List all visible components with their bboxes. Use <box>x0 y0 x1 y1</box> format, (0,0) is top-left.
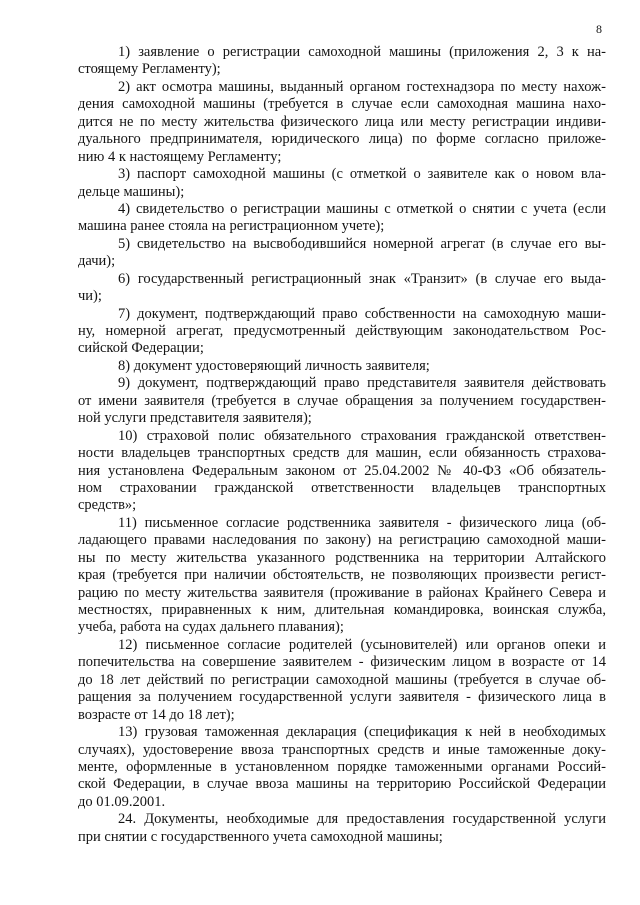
text-line: средств»; <box>78 497 137 514</box>
list-item <box>78 166 606 201</box>
list-item <box>78 515 606 637</box>
text-line: учеба, работа на судах дальнего плавания); <box>78 619 344 636</box>
text-line: 8) документ удостоверяющий личность заявителя; <box>118 357 430 374</box>
list-item <box>78 637 606 724</box>
text-line: рацию по месту жительства заявителя (проживание в районах Крайнего Севера и <box>78 584 606 601</box>
text-line: ния установлена Федеральным законом от 25.04.2002 № 40-ФЗ «Об обязатель- <box>78 462 606 479</box>
text-line: попечительства на совершение заявителем - физическим лицом в возрасте от 14 <box>78 654 606 671</box>
text-line: случаях), удостоверение ввоза транспортных средств и иные таможенные доку- <box>78 741 606 758</box>
text-line: ном страховании гражданской ответственности владельцев транспортных <box>78 479 606 496</box>
text-line: 6) государственный регистрационный знак «Транзит» (в случае его выда- <box>118 270 606 287</box>
text-line: при снятии с государственного учета самоходной машины; <box>78 828 443 845</box>
list-item <box>78 236 606 271</box>
text-line: от имени заявителя (требуется в случае обращения за получением государствен- <box>78 392 606 409</box>
text-line: дельце машины); <box>78 183 185 200</box>
list-item <box>78 306 606 358</box>
list-item <box>78 79 606 166</box>
page-number: 8 <box>596 22 602 36</box>
list-item <box>78 375 606 427</box>
text-line: ности владельцев транспортных средств для машин, если обязанность страхова- <box>78 445 606 462</box>
text-line: сийской Федерации; <box>78 340 204 357</box>
text-line: нию 4 к настоящему Регламенту; <box>78 148 282 165</box>
list-item <box>78 201 606 236</box>
text-line: ской Федерации, в случае ввоза машины на территорию Российской Федерации <box>78 776 606 793</box>
text-line: 24. Документы, необходимые для предоставления государственной услуги <box>118 811 606 828</box>
text-line: 5) свидетельство на высвободившийся номерной агрегат (в случае его вы- <box>118 235 606 252</box>
text-line: дачи); <box>78 253 116 270</box>
text-line: чи); <box>78 288 102 305</box>
document-body <box>78 44 606 846</box>
text-line: 11) письменное согласие родственника заявителя - физического лица (об- <box>118 514 606 531</box>
text-line: 3) паспорт самоходной машины (с отметкой о заявителе как о новом вла- <box>118 166 606 183</box>
list-item <box>78 428 606 515</box>
text-line: ной услуги представителя заявителя); <box>78 410 312 427</box>
text-line: ны по месту жительства указанного родственника на территории Алтайского <box>78 549 606 566</box>
text-line: ну, номерной агрегат, предусмотренный действующим законодательством Рос- <box>78 323 606 339</box>
text-line: 12) письменное согласие родителей (усыновителей) или органов опеки и <box>118 636 606 653</box>
list-item <box>78 44 606 79</box>
text-line: 4) свидетельство о регистрации машины с отметкой о снятии с учета (если <box>118 200 606 217</box>
list-item <box>78 358 606 375</box>
text-line: 9) документ, подтверждающий право представителя заявителя действовать <box>118 375 606 392</box>
text-line: 2) акт осмотра машины, выданный органом гостехнадзора по месту нахож- <box>118 78 606 95</box>
text-line: до 18 лет действий по регистрации самоходной машины (требуется в случае об- <box>78 671 606 688</box>
text-line: 1) заявление о регистрации самоходной машины (приложения 2, 3 к на- <box>118 44 606 60</box>
text-line: ращения за получением государственной услуги заявителя - физического лица в <box>78 689 606 706</box>
text-line: машина ранее стояла на регистрационном учете); <box>78 218 385 235</box>
text-line: местностях, приравненных к ним, длительная командировка, воинская служба, <box>78 602 606 618</box>
list-item <box>78 724 606 811</box>
list-item <box>78 271 606 306</box>
text-line: менте, оформленные в установленном порядке таможенными органами Россий- <box>78 758 606 775</box>
text-line: возрасте от 14 до 18 лет); <box>78 706 235 723</box>
text-line: стоящему Регламенту); <box>78 61 221 78</box>
text-line: дения самоходной машины (требуется в случае если самоходная машина нахо- <box>78 96 606 113</box>
text-line: 10) страховой полис обязательного страхования гражданской ответствен- <box>118 427 606 444</box>
text-line: дуального предпринимателя, юридического лица) по форме согласно приложе- <box>78 131 606 148</box>
section-paragraph <box>78 811 606 846</box>
text-line: 13) грузовая таможенная декларация (спецификация к ней в необходимых <box>118 724 606 741</box>
text-line: ладающего правами наследования по закону) на регистрацию самоходной маши- <box>78 532 606 549</box>
text-line: края (требуется при наличии обстоятельств, не позволяющих произвести регист- <box>78 567 606 584</box>
text-line: 7) документ, подтверждающий право собственности на самоходную маши- <box>118 305 606 322</box>
text-line: до 01.09.2001. <box>78 793 166 810</box>
text-line: дится не по месту жительства физического лица или месту регистрации индиви- <box>78 113 606 130</box>
